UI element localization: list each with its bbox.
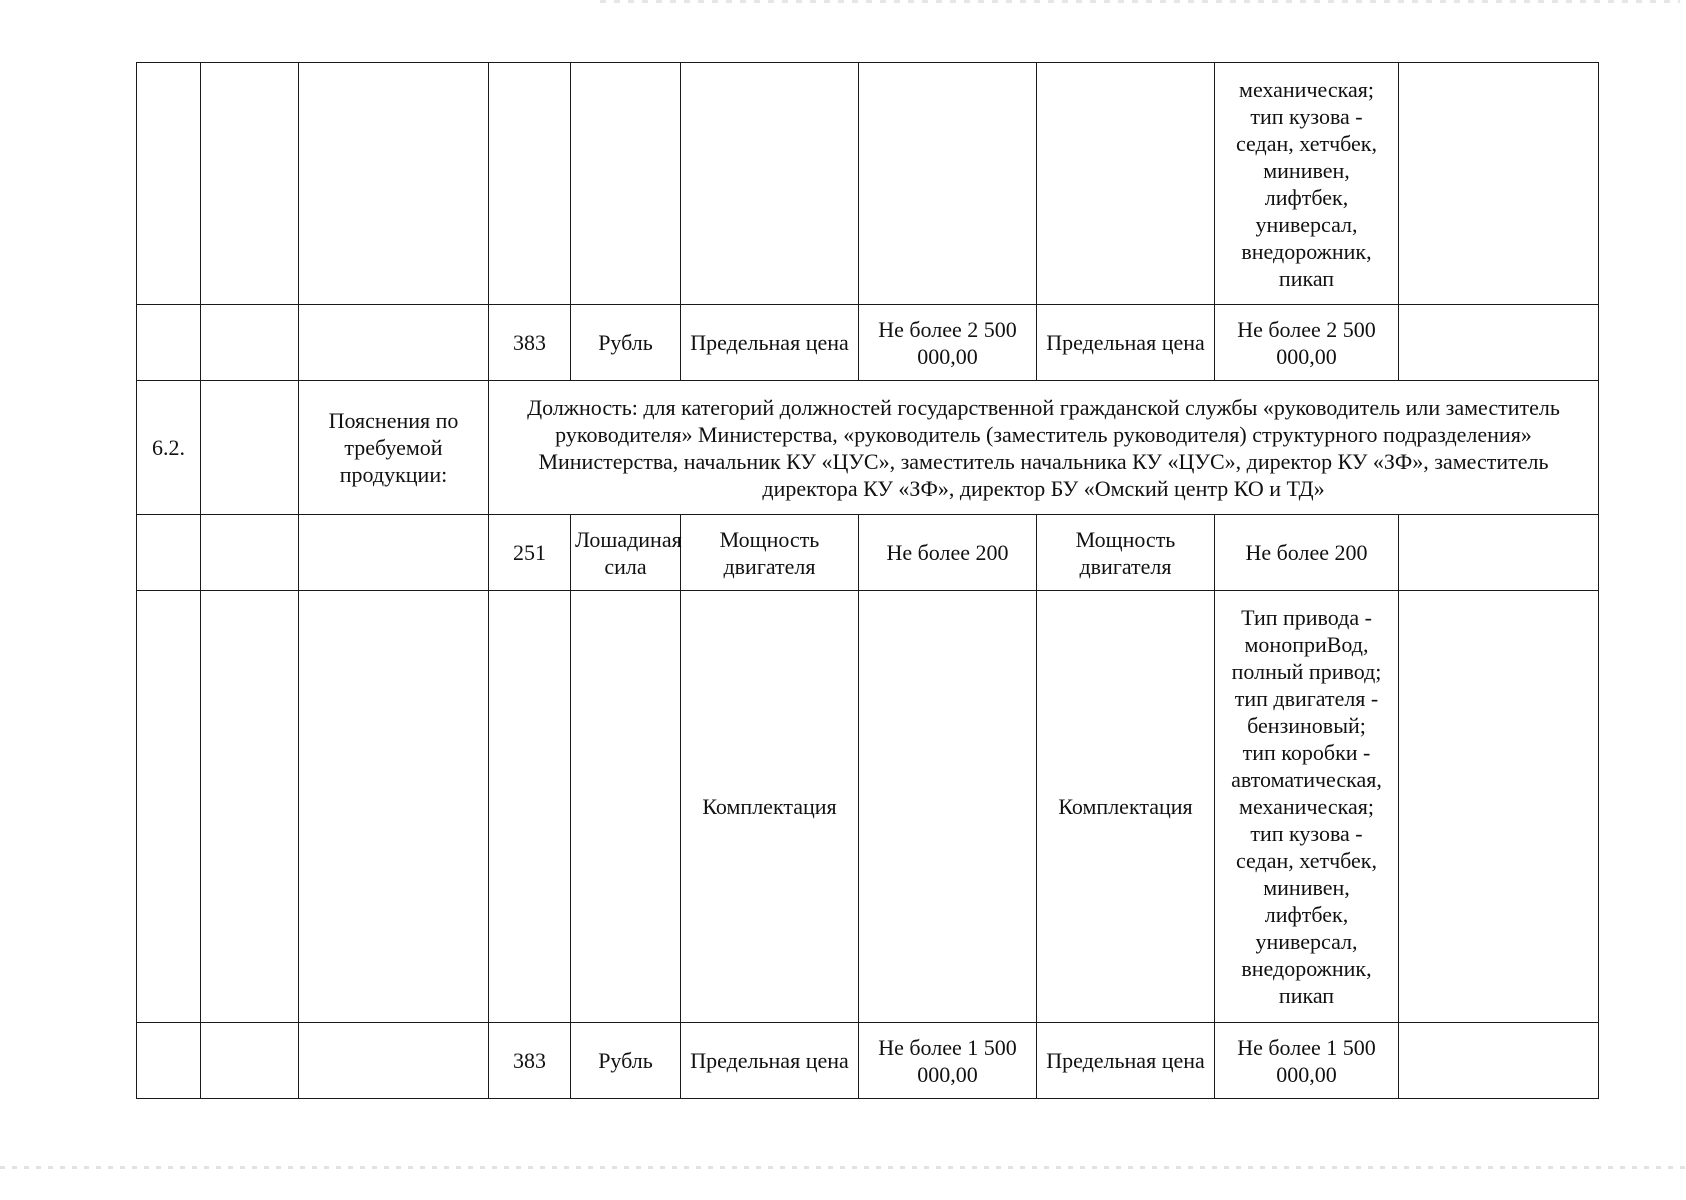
- cell-empty: [137, 591, 201, 1023]
- spec-line: универсал,: [1255, 211, 1358, 237]
- cell-empty: [299, 591, 489, 1023]
- table-row-section-6-2: [137, 381, 1599, 515]
- cell-empty: [201, 381, 299, 515]
- spec-line: пикап: [1278, 265, 1335, 291]
- cell-empty: [489, 63, 571, 305]
- cell-empty: [201, 591, 299, 1023]
- spec-line: бензиновый;: [1247, 713, 1366, 738]
- cell-empty: [1399, 591, 1599, 1023]
- cell-characteristic: Мощность двигателя: [1037, 515, 1215, 591]
- cell-empty: [1399, 63, 1599, 305]
- cell-spec-value: [1215, 63, 1399, 305]
- spec-line: лифтбек,: [1264, 184, 1349, 210]
- table-row-equipment: [137, 591, 1599, 1023]
- cell-characteristic: Предельная цена: [681, 1023, 859, 1099]
- cell-empty: [201, 1023, 299, 1099]
- spec-line: седан, хетчбек,: [1236, 130, 1377, 156]
- cell-characteristic-value: Не более 1 500 000,00: [1215, 1023, 1399, 1099]
- cell-empty: [137, 305, 201, 381]
- cell-empty: [571, 591, 681, 1023]
- cell-characteristic: Предельная цена: [1037, 1023, 1215, 1099]
- cell-characteristic-value: Не более 2 500 000,00: [1215, 305, 1399, 381]
- spec-line: тип кузова -: [1250, 103, 1363, 129]
- spec-line: тип кузова -: [1250, 821, 1363, 846]
- spec-line: внедорожник,: [1241, 956, 1372, 981]
- spec-line: лифтбек,: [1264, 902, 1349, 927]
- cell-empty: [201, 305, 299, 381]
- cell-empty: [137, 63, 201, 305]
- spec-line: внедорожник,: [1241, 238, 1372, 264]
- cell-empty: [1399, 515, 1599, 591]
- cell-characteristic-value: Не более 1 500 000,00: [859, 1023, 1037, 1099]
- cell-empty: [681, 63, 859, 305]
- table-row-price-limit: [137, 305, 1599, 381]
- scan-artifact-bottom: [0, 1166, 1686, 1169]
- cell-characteristic: Мощность двигателя: [681, 515, 859, 591]
- spec-line: седан, хетчбек,: [1236, 848, 1377, 873]
- cell-unit: Лошадиная сила: [571, 515, 681, 591]
- cell-empty: [1399, 305, 1599, 381]
- cell-section-number: 6.2.: [137, 381, 201, 515]
- spec-line: пикап: [1278, 983, 1335, 1008]
- cell-okei-code: 251: [489, 515, 571, 591]
- scan-artifact-top: [600, 0, 1680, 3]
- table-row-spec-continuation: [137, 63, 1599, 305]
- spec-line: минивен,: [1263, 875, 1350, 900]
- table-row-price-limit: [137, 1023, 1599, 1099]
- spec-line: механическая;: [1239, 794, 1374, 819]
- spec-line: минивен,: [1263, 157, 1350, 183]
- cell-empty: [859, 63, 1037, 305]
- spec-line: универсал,: [1255, 929, 1358, 954]
- cell-empty: [299, 63, 489, 305]
- cell-section-explanation: Должность: для категорий должностей государственной гражданской службы «руководитель или заместитель руководителя» Министерства, «руководитель (заместитель руководителя) структурного подразделения» Министерства, начальник КУ «ЦУС», заместитель начальника КУ «ЦУС», директор КУ «ЗФ», заместитель директора КУ «ЗФ», директор БУ «Омский центр КО и ТД»: [489, 381, 1599, 515]
- cell-empty: [489, 591, 571, 1023]
- spec-line: Тип привода -: [1241, 605, 1372, 630]
- cell-empty: [137, 515, 201, 591]
- spec-line: автоматическая,: [1231, 767, 1382, 792]
- cell-section-label: Пояснения по требуемой продукции:: [299, 381, 489, 515]
- table-row-engine-power: [137, 515, 1599, 591]
- cell-empty: [1037, 63, 1215, 305]
- cell-unit: Рубль: [571, 1023, 681, 1099]
- cell-characteristic-value: Не более 200: [859, 515, 1037, 591]
- cell-spec-value: [1215, 591, 1399, 1023]
- spec-line: тип коробки -: [1242, 740, 1371, 765]
- cell-characteristic: Предельная цена: [681, 305, 859, 381]
- cell-characteristic: Комплектация: [1037, 591, 1215, 1023]
- spec-line: полный привод;: [1231, 659, 1382, 684]
- spec-line: механическая;: [1239, 76, 1374, 102]
- cell-empty: [1399, 1023, 1599, 1099]
- cell-empty: [299, 1023, 489, 1099]
- procurement-requirements-table: [136, 62, 1599, 1099]
- cell-empty: [201, 63, 299, 305]
- cell-okei-code: 383: [489, 305, 571, 381]
- cell-empty: [299, 515, 489, 591]
- cell-characteristic: Комплектация: [681, 591, 859, 1023]
- cell-okei-code: 383: [489, 1023, 571, 1099]
- cell-empty: [859, 591, 1037, 1023]
- cell-empty: [201, 515, 299, 591]
- cell-characteristic-value: Не более 2 500 000,00: [859, 305, 1037, 381]
- cell-empty: [571, 63, 681, 305]
- spec-line: тип двигателя -: [1234, 686, 1379, 711]
- cell-empty: [137, 1023, 201, 1099]
- cell-unit: Рубль: [571, 305, 681, 381]
- spec-line: моноприВод,: [1244, 632, 1369, 657]
- cell-empty: [299, 305, 489, 381]
- cell-characteristic-value: Не более 200: [1215, 515, 1399, 591]
- cell-characteristic: Предельная цена: [1037, 305, 1215, 381]
